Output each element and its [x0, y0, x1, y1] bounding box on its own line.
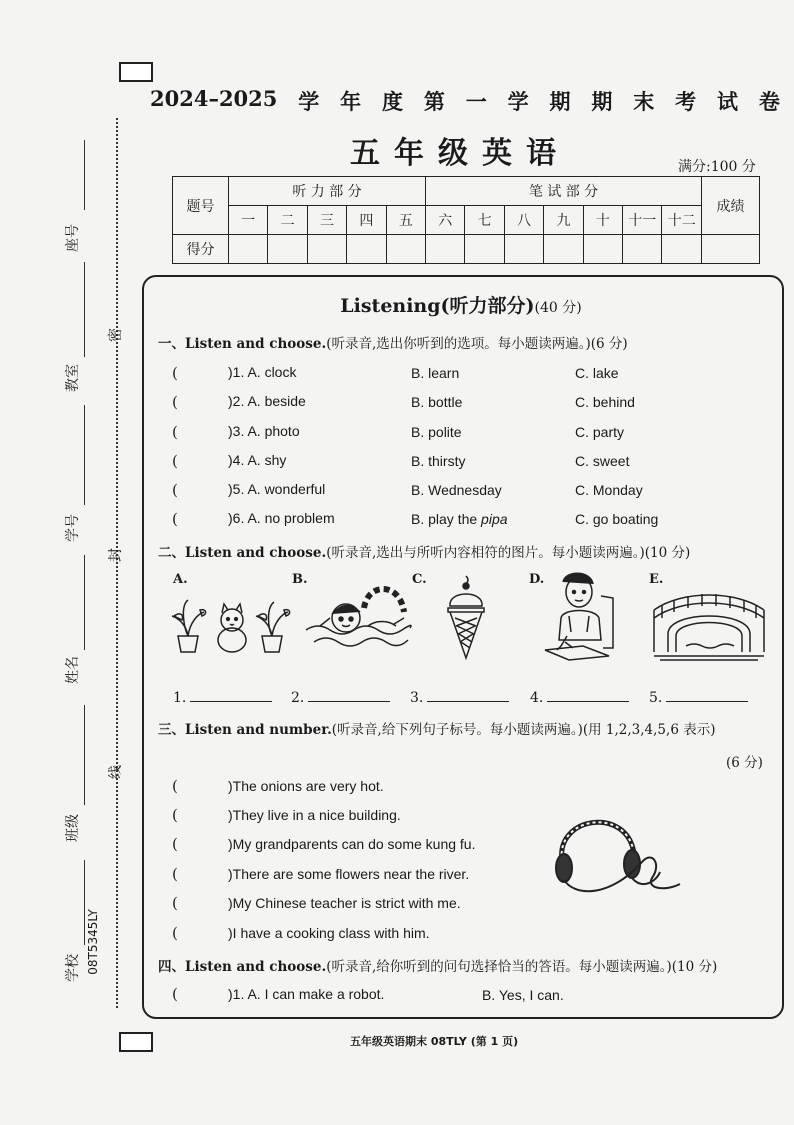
question-option-b: B. thirsty — [411, 453, 466, 469]
item-number: 七 — [465, 206, 504, 235]
seat-label: 座号 — [65, 224, 81, 252]
question-option-c: C. Monday — [575, 482, 643, 498]
plants-and-cat-picture — [170, 596, 298, 656]
section1-heading — [158, 332, 628, 352]
title-char: 学 — [298, 89, 320, 114]
item-number: 三 — [307, 206, 346, 235]
bridge-picture — [652, 588, 766, 664]
title-char: 度 — [382, 89, 404, 114]
title-char: 试 — [717, 89, 739, 114]
question-option-a: )6. A. no problem — [228, 510, 335, 526]
school-label: 学校 — [65, 954, 81, 982]
item-number: 五 — [386, 206, 425, 235]
section1-instruction: (听录音,选出你听到的选项。每小题读两遍。)(6 分) — [326, 336, 628, 352]
side-label-xian: 线 — [108, 765, 124, 779]
title-char: 期 — [591, 89, 613, 114]
title-char: 期 — [549, 89, 571, 114]
listening-title-text: Listening(听力部分) — [340, 295, 535, 317]
question-option-c: C. party — [575, 424, 625, 440]
answer-paren[interactable]: ( — [172, 924, 178, 942]
question-option-c: C. go boating — [575, 511, 659, 527]
blank-number: 2. — [291, 690, 305, 706]
blank-number: 1. — [173, 690, 187, 706]
title-char: 末 — [633, 89, 655, 114]
section3-instruction: (听录音,给下列句子标号。每小题读两遍。)(用 1,2,3,4,5,6 表示) — [331, 722, 716, 738]
listening-group-label: 听 力 部 分 — [229, 177, 426, 206]
sentence-item: )They live in a nice building. — [228, 807, 401, 823]
blank-line[interactable] — [308, 701, 390, 702]
answer-paren[interactable]: ( — [172, 777, 178, 795]
classroom-label: 教室 — [65, 364, 81, 392]
boy-writing-picture — [543, 570, 615, 662]
sentence-item: )My grandparents can do some kung fu. — [228, 836, 476, 852]
title-char: 一 — [465, 89, 487, 114]
blank-line[interactable] — [427, 701, 509, 702]
answer-blank-3[interactable] — [410, 690, 509, 706]
score-cell[interactable] — [307, 235, 346, 264]
section3-score: (6 分) — [726, 755, 763, 771]
question-option-a: )2. A. beside — [228, 393, 306, 409]
answer-blank-2[interactable] — [291, 690, 390, 706]
question-option-a: )5. A. wonderful — [228, 481, 326, 497]
answer-paren[interactable]: ( — [172, 393, 178, 411]
item-number: 十 — [583, 206, 622, 235]
section2-heading — [158, 541, 690, 561]
title-char: 学 — [507, 89, 529, 114]
answer-paren[interactable]: ( — [172, 985, 178, 1003]
student-no-line — [84, 405, 85, 505]
score-cell[interactable] — [662, 235, 702, 264]
score-cell[interactable] — [583, 235, 622, 264]
answer-paren[interactable]: ( — [172, 510, 178, 528]
item-number: 九 — [544, 206, 583, 235]
question-option-b: B. Wednesday — [411, 482, 502, 498]
answer-paren[interactable]: ( — [172, 894, 178, 912]
sentence-item: )The onions are very hot. — [228, 778, 384, 794]
question-option-b: B. polite — [411, 424, 462, 440]
item-number: 一 — [229, 206, 268, 235]
score-cell[interactable] — [347, 235, 386, 264]
section4-instruction: (听录音,给你听到的问句选择恰当的答语。每小题读两遍。)(10 分) — [326, 959, 718, 975]
seat-line — [84, 140, 85, 210]
item-label: 题号 — [173, 177, 229, 235]
question-option-c: C. sweet — [575, 453, 630, 469]
name-line — [84, 555, 85, 650]
student-no-label: 学号 — [65, 514, 81, 542]
answer-blank-1[interactable] — [173, 690, 272, 706]
question-option-a: )4. A. shy — [228, 452, 287, 468]
item-number: 二 — [268, 206, 307, 235]
answer-paren[interactable]: ( — [172, 806, 178, 824]
class-line — [84, 705, 85, 805]
result-label: 成绩 — [702, 177, 760, 235]
score-cell[interactable] — [544, 235, 583, 264]
listening-title — [142, 291, 780, 318]
score-cell[interactable] — [229, 235, 268, 264]
question-option-a: )1. A. clock — [228, 364, 297, 380]
corner-box-bottom — [119, 1032, 153, 1052]
section4-title: 四、Listen and choose. — [158, 959, 327, 975]
picture-label-b: B. — [292, 572, 308, 587]
exam-year: 2024–2025 — [150, 86, 278, 111]
section2-instruction: (听录音,选出与所听内容相符的图片。每小题读两遍。)(10 分) — [326, 545, 691, 561]
page-footer: 五年级英语期末 08TLY (第 1 页) — [350, 1035, 519, 1048]
answer-paren[interactable]: ( — [172, 423, 178, 441]
full-score: 满分:100 分 — [678, 159, 756, 175]
binding-dotted-line — [116, 118, 118, 1008]
sentence-item: )There are some flowers near the river. — [228, 866, 470, 882]
score-cell[interactable] — [268, 235, 307, 264]
sentence-item: )My Chinese teacher is strict with me. — [228, 895, 461, 911]
sentence-text: The onions are very hot. — [232, 778, 384, 794]
writing-group-label: 笔 试 部 分 — [426, 177, 702, 206]
sentence-text: I have a cooking class with him. — [232, 925, 430, 941]
sentence-text: There are some flowers near the river. — [232, 866, 470, 882]
answer-blank-4[interactable] — [530, 690, 629, 706]
item-number: 十一 — [623, 206, 662, 235]
blank-number: 3. — [410, 690, 424, 706]
item-number: 六 — [426, 206, 465, 235]
option-b-text: B. play the — [411, 511, 482, 527]
item-number: 十二 — [662, 206, 702, 235]
section2-title: 二、Listen and choose. — [158, 545, 327, 561]
question-option-c: C. lake — [575, 365, 619, 381]
side-label-feng: 封 — [108, 548, 124, 562]
picture-label-e: E. — [649, 572, 664, 587]
answer-blank-5[interactable] — [649, 690, 748, 706]
headphones-icon — [552, 806, 684, 898]
section1-title: 一、Listen and choose. — [158, 336, 327, 352]
question-option-c: C. behind — [575, 394, 635, 410]
question-option-a: )1. A. I can make a robot. — [228, 986, 385, 1002]
question-option-a: )3. A. photo — [228, 423, 300, 439]
answer-paren[interactable]: ( — [172, 865, 178, 883]
picture-label-c: C. — [412, 572, 427, 587]
score-cell[interactable] — [426, 235, 465, 264]
exam-title-line — [150, 86, 780, 116]
result-cell[interactable] — [702, 235, 760, 264]
item-number: 四 — [347, 206, 386, 235]
question-option-b — [411, 511, 508, 527]
classroom-line — [84, 262, 85, 357]
blank-line[interactable] — [547, 701, 629, 702]
side-label-mi: 密 — [108, 328, 124, 342]
answer-paren[interactable]: ( — [172, 452, 178, 470]
answer-paren[interactable]: ( — [172, 364, 178, 382]
score-cell[interactable] — [623, 235, 662, 264]
blank-line[interactable] — [190, 701, 272, 702]
question-option-b: B. learn — [411, 365, 460, 381]
section3-title: 三、Listen and number. — [158, 722, 332, 738]
ice-cream-picture — [446, 574, 486, 660]
question-option-b: B. Yes, I can. — [482, 987, 564, 1003]
title-char: 考 — [675, 89, 697, 114]
answer-paren[interactable]: ( — [172, 481, 178, 499]
corner-box-top — [119, 62, 153, 82]
option-b-italic: pipa — [481, 511, 508, 527]
blank-number: 4. — [530, 690, 544, 706]
score-cell[interactable] — [504, 235, 543, 264]
class-label: 班级 — [65, 814, 81, 842]
sentence-item: )I have a cooking class with him. — [228, 925, 430, 941]
section4-heading — [158, 955, 717, 975]
blank-line[interactable] — [666, 701, 748, 702]
subject-title: 五年级英语 — [350, 136, 570, 171]
picture-label-d: D. — [529, 572, 545, 587]
listening-score: (40 分) — [534, 300, 582, 316]
title-char: 年 — [340, 89, 362, 114]
title-char: 第 — [423, 89, 445, 114]
paper-code: 08T5345LY — [85, 909, 100, 975]
score-row-label: 得分 — [173, 235, 229, 264]
blank-number: 5. — [649, 690, 663, 706]
score-cell[interactable] — [386, 235, 425, 264]
section3-heading — [158, 718, 715, 738]
score-table — [172, 176, 760, 264]
answer-paren[interactable]: ( — [172, 835, 178, 853]
name-label: 姓名 — [65, 656, 81, 684]
sentence-text: My Chinese teacher is strict with me. — [232, 895, 461, 911]
item-number: 八 — [504, 206, 543, 235]
swimming-boy-picture — [304, 578, 412, 656]
question-option-b: B. bottle — [411, 394, 463, 410]
sentence-text: My grandparents can do some kung fu. — [232, 836, 476, 852]
picture-label-a: A. — [173, 572, 188, 587]
score-cell[interactable] — [465, 235, 504, 264]
title-char: 卷 — [758, 89, 780, 114]
sentence-text: They live in a nice building. — [232, 807, 401, 823]
